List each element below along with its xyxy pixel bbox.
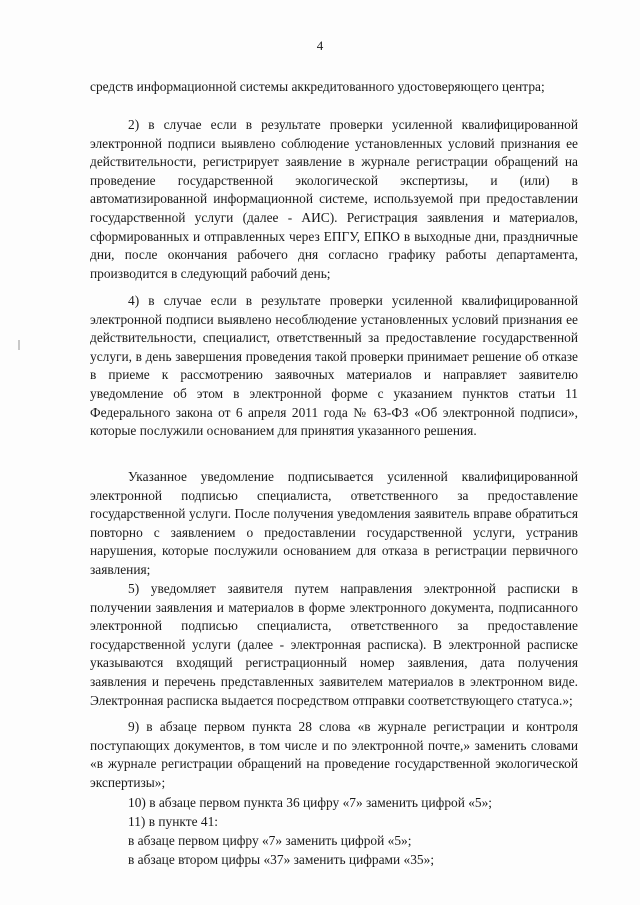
paragraph-item-11-sub-2: в абзаце втором цифры «37» заменить цифрами «35»; (128, 852, 435, 867)
paragraph-item-9: 9) в абзаце первом пункта 28 слова «в журнале регистрации и контроля поступающих документов, в том числе и по электронной почте,» заменить словами «в журнале регистрации обращений на проведение государственной экологической экспертизы»; (90, 719, 578, 790)
paragraph-notice: Указанное уведомление подписывается усиленной квалифицированной электронной подписью специалиста, ответственного за предоставление государственной услуги. После получения уведомления заявитель вправе обратиться повторно с заявлением о предоставлении государственной услуги, устранив нарушения, которые послужили основанием для отказа в регистрации первичного заявления; (90, 469, 578, 577)
scan-artifact (18, 340, 20, 350)
paragraph-item-2: 2) в случае если в результате проверки усиленной квалифицированной электронной подписи выявлено соблюдение установленных условий признания ее действительности, регистрирует заявление в журнале регистрации обращений на проведение государственной экологической экспертизы, и (или) в автоматизированной информационной системе, используемой при предоставлении государственной услуги (далее - АИС). Регистрация заявления и материалов, сформированных и отправленных через ЕПГУ, ЕПКО в выходные дни, праздничные дни, после окончания рабочего дня согласно графику работы департамента, производится в следующий рабочий день; (90, 117, 578, 281)
paragraph-item-5: 5) уведомляет заявителя путем направления электронной расписки в получении заявления и материалов в форме электронного документа, подписанного электронной подписью специалиста, ответственного за предоставление государственной услуги (далее - электронная расписка). В электронной расписке указываются входящий регистрационный номер заявления, дата получения заявления и перечень представленных заявителем материалов в электронном виде. Электронная расписка выдается посредством отправки соответствующего статуса.»; (90, 581, 578, 708)
paragraph-item-10: 10) в абзаце первом пункта 36 цифру «7» заменить цифрой «5»; (128, 795, 493, 810)
page-number: 4 (316, 38, 324, 53)
paragraph-item-11-sub-1: в абзаце первом цифру «7» заменить цифрой «5»; (128, 833, 412, 848)
paragraph-item-11: 11) в пункте 41: (128, 814, 218, 829)
paragraph-item-4: 4) в случае если в результате проверки усиленной квалифицированной электронной подписи выявлено несоблюдение установленных условий признания ее действительности, специалист, ответственный за предоставление государственной услуги, в день завершения проведения такой проверки принимает решение об отказе в приеме к рассмотрению заявочных материалов и направляет заявителю уведомление об этом в электронной форме с указанием пунктов статьи 11 Федерального закона от 6 апреля 2011 года № 63-ФЗ «Об электронной подписи», которые послужили основанием для принятия указанного решения. (90, 293, 578, 439)
paragraph-continuation: средств информационной системы аккредитованного удостоверяющего центра; (90, 79, 545, 94)
